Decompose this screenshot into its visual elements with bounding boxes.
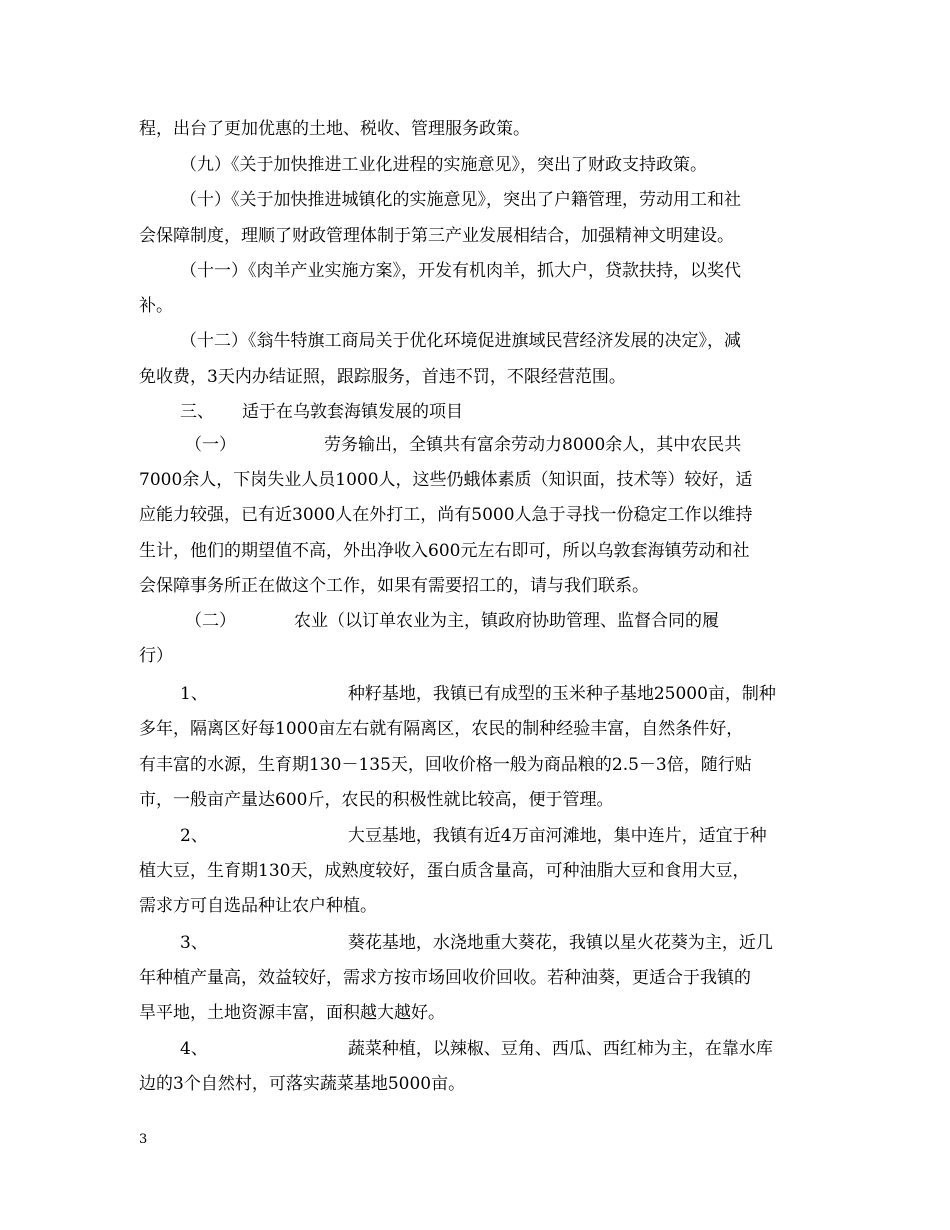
text-line: （九）《关于加快推进工业化进程的实施意见》，突出了财政支持政策。 bbox=[180, 155, 707, 175]
text-line: （二） 农业（以订单农业为主，镇政府协助管理、监督合同的履 bbox=[185, 611, 719, 631]
text-line: 2、 大豆基地，我镇有近4万亩河滩地，集中连片，适宜于种 bbox=[180, 826, 767, 846]
text-line: 市，一般亩产量达600斤，农民的积极性就比较高，便于管理。 bbox=[139, 790, 614, 810]
text-line: （十）《关于加快推进城镇化的实施意见》，突出了户籍管理，劳动用工和社 bbox=[180, 190, 741, 210]
list-marker: 三、 bbox=[180, 402, 214, 422]
text-line: 7000余人，下岗失业人员1000人，这些仍蛾体素质（知识面，技术等）较好，适 bbox=[139, 470, 753, 490]
list-marker: 1、 bbox=[180, 684, 208, 704]
list-marker: （一） bbox=[185, 435, 236, 455]
text-line: 程，出台了更加优惠的土地、税收、管理服务政策。 bbox=[139, 119, 530, 139]
text-line: 3、 葵花基地，水浇地重大葵花，我镇以星火花葵为主，近几 bbox=[180, 933, 773, 953]
text-line: 4、 蔬菜种植，以辣椒、豆角、西瓜、西红柿为主，在靠水库 bbox=[180, 1039, 773, 1059]
heading-text: 适于在乌敦套海镇发展的项目 bbox=[242, 402, 463, 422]
text-line: 旱平地，土地资源丰富，面积越大越好。 bbox=[139, 1003, 445, 1023]
text-line: 需求方可自选品种让农户种植。 bbox=[139, 896, 377, 916]
text-line: （十二）《翁牛特旗工商局关于优化环境促进旗域民营经济发展的决定》，减 bbox=[180, 331, 741, 351]
text-line: 有丰富的水源，生育期130－135天，回收价格一般为商品粮的2.5－3倍，随行贴 bbox=[139, 755, 752, 775]
text-line: 边的3个自然村，可落实蔬菜基地5000亩。 bbox=[139, 1074, 466, 1094]
section-heading bbox=[180, 401, 860, 423]
text-line: 年种植产量高，效益较好，需求方按市场回收价回收。若种油葵，更适合于我镇的 bbox=[139, 968, 751, 988]
text-line: （十一）《肉羊产业实施方案》，开发有机肉羊，抓大户，贷款扶持，以奖代 bbox=[180, 261, 741, 281]
text-line: 会保障事务所正在做这个工作，如果有需要招工的，请与我们联系。 bbox=[139, 576, 649, 596]
list-marker: 2、 bbox=[180, 826, 208, 846]
list-marker: （二） bbox=[185, 611, 236, 631]
text-line: （一） 劳务输出，全镇共有富余劳动力8000余人，其中农民共 bbox=[185, 435, 742, 455]
text-line: 会保障制度，理顺了财政管理体制于第三产业发展相结合，加强精神文明建设。 bbox=[139, 226, 734, 246]
list-marker: 3、 bbox=[180, 933, 208, 953]
text-line: 多年，隔离区好每1000亩左右就有隔离区，农民的制种经验丰富，自然条件好， bbox=[139, 719, 744, 739]
text-line: 植大豆，生育期130天，成熟度较好，蛋白质含量高，可种油脂大豆和食用大豆， bbox=[139, 861, 750, 881]
list-marker: 4、 bbox=[180, 1039, 208, 1059]
text-line: 免收费，3天内办结证照，跟踪服务，首违不罚，不限经营范围。 bbox=[139, 367, 626, 387]
text-line: 1、 种籽基地，我镇已有成型的玉米种子基地25000亩，制种 bbox=[180, 684, 776, 704]
text-line: 生计，他们的期望值不高，外出净收入600元左右即可，所以乌敦套海镇劳动和社 bbox=[139, 541, 750, 561]
text-line: 行） bbox=[139, 646, 173, 666]
text-line: 应能力较强，已有近3000人在外打工，尚有5000人急于寻找一份稳定工作以维持 bbox=[139, 505, 753, 525]
page-number: 3 bbox=[139, 1132, 148, 1147]
text-line: 补。 bbox=[139, 296, 173, 316]
